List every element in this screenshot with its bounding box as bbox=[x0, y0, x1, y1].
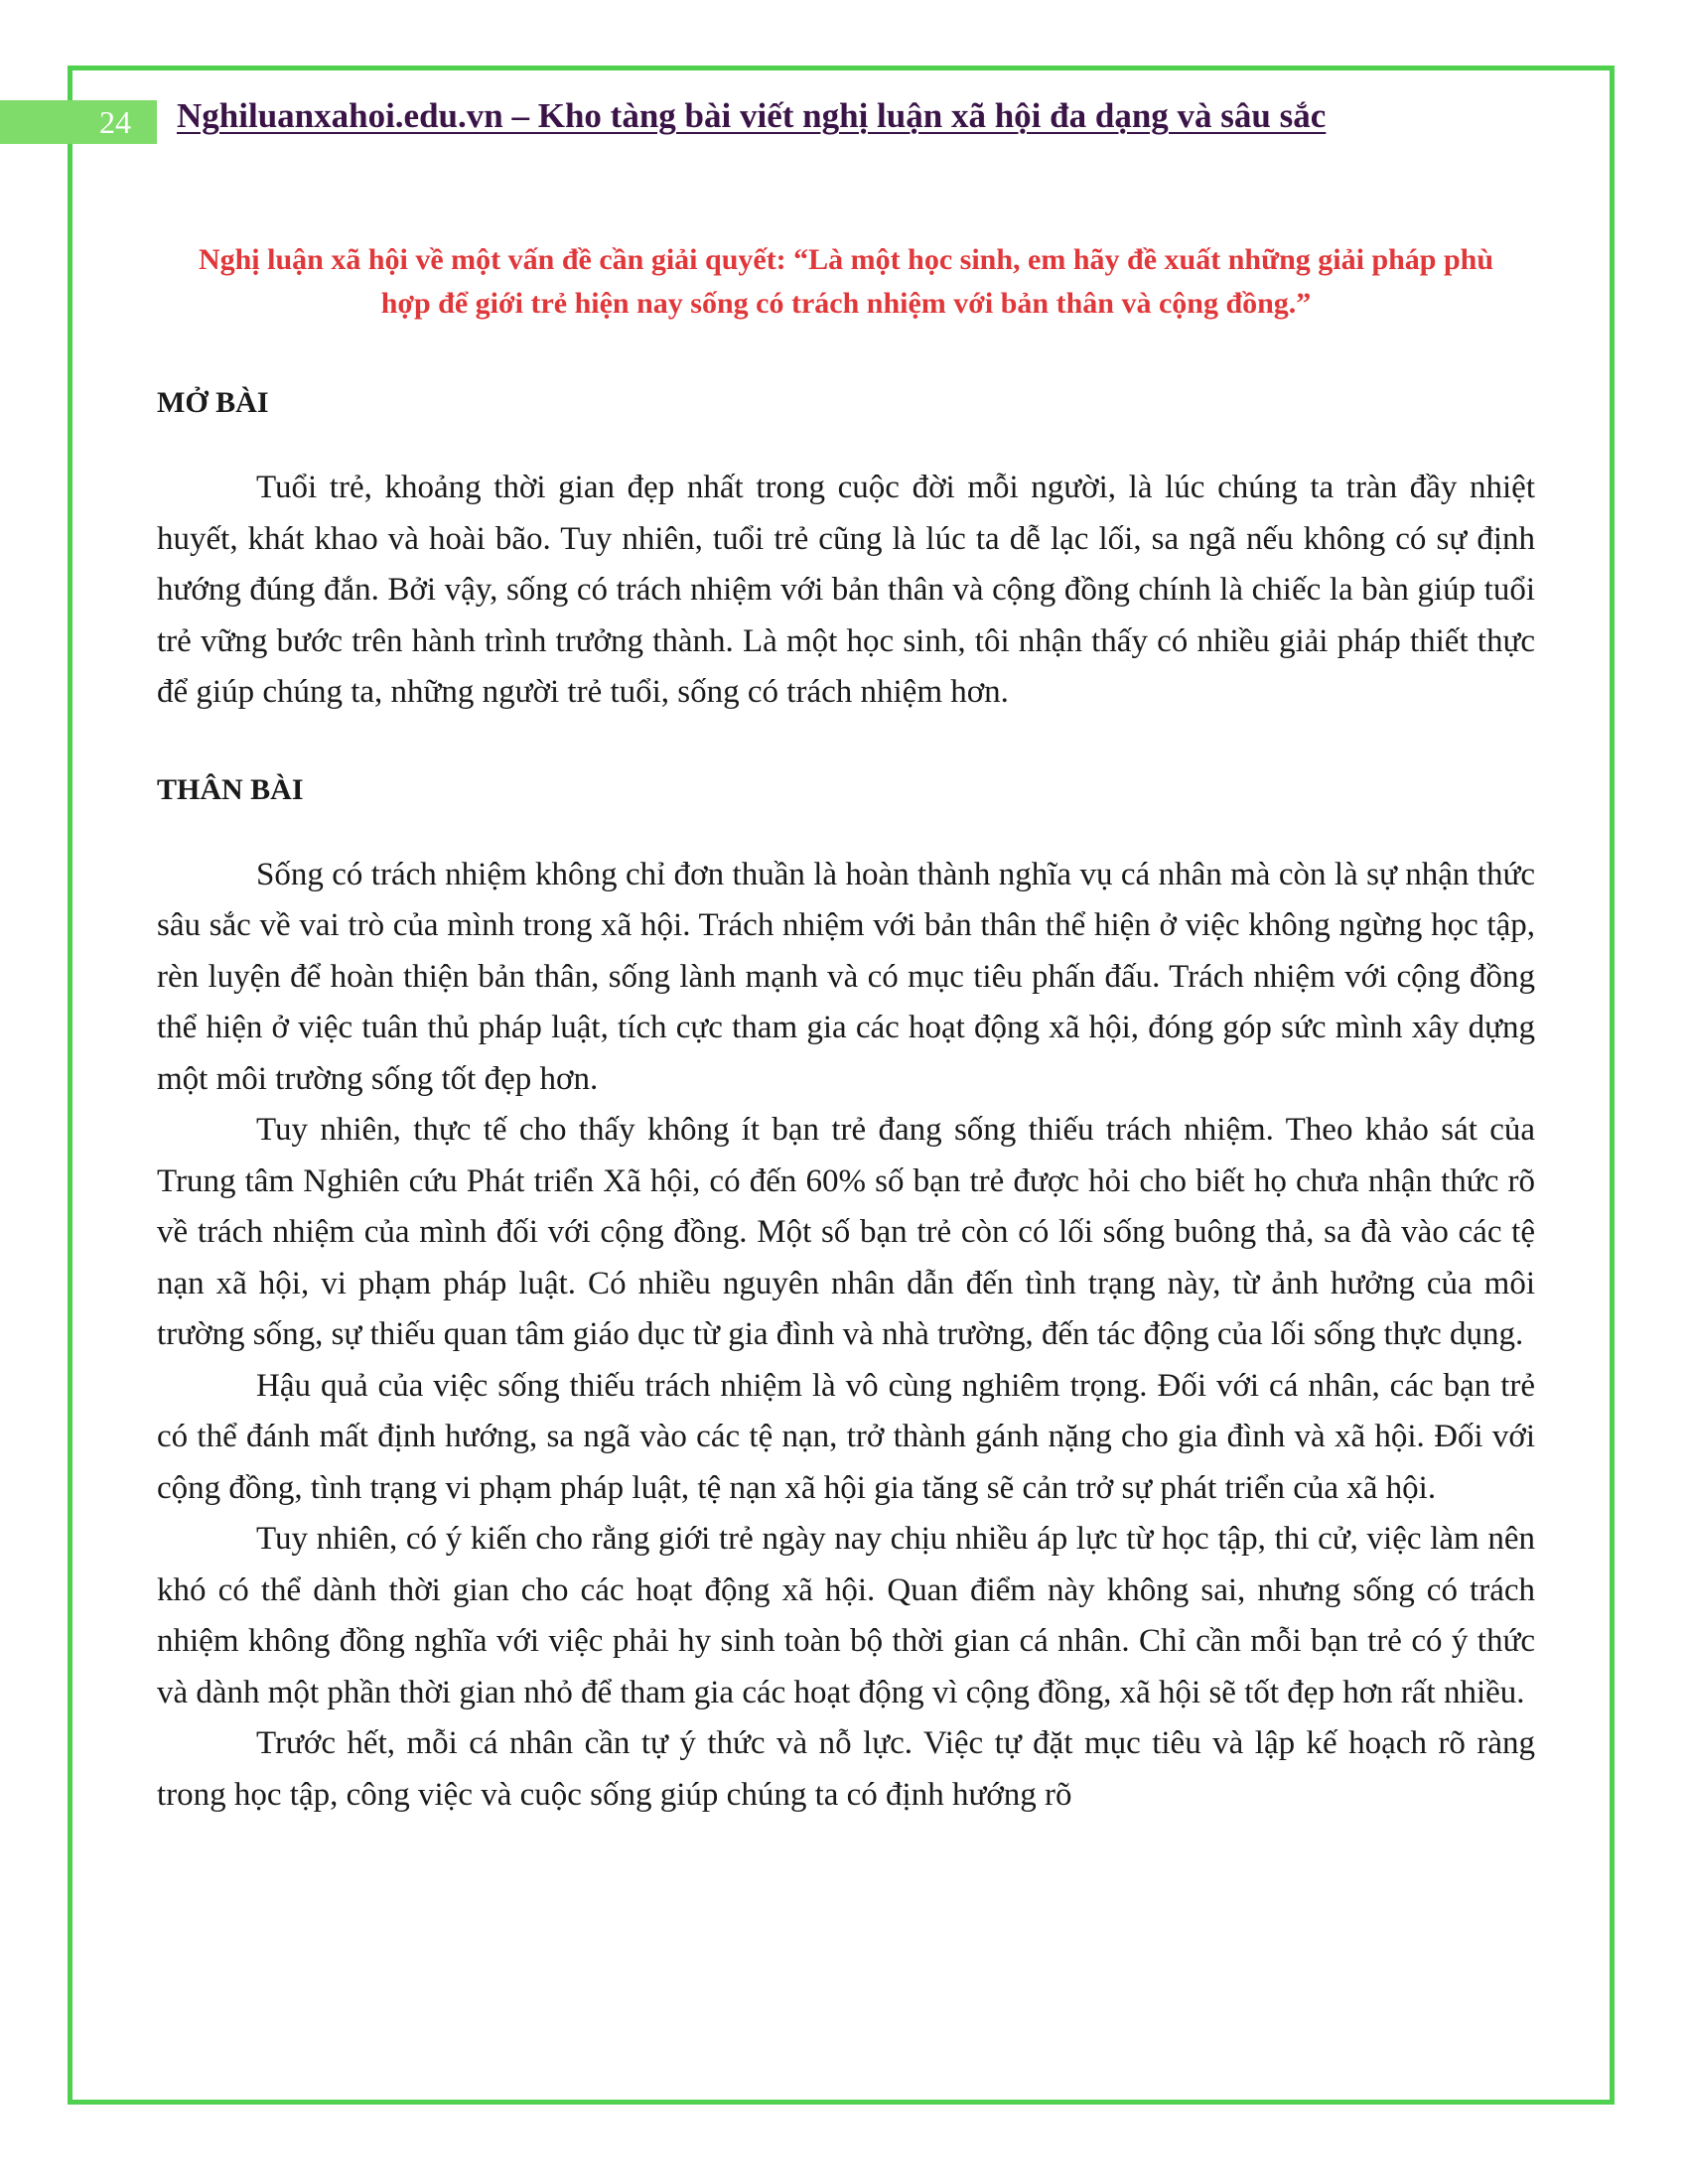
body-paragraph: Hậu quả của việc sống thiếu trách nhiệm là vô cùng nghiêm trọng. Đối với cá nhân, các bạn trẻ có thể đánh mất định hướng, sa ngã vào các tệ nạn, trở thành gánh nặng cho gia đình và xã hội. Đối với cộng đồng, tình trạng vi phạm pháp luật, tệ nạn xã hội gia tăng sẽ cản trở sự phát triển của xã hội. bbox=[157, 1367, 1535, 1506]
page-number: 24 bbox=[0, 100, 157, 144]
body-paragraph: Tuy nhiên, có ý kiến cho rằng giới trẻ ngày nay chịu nhiều áp lực từ học tập, thi cử, việc làm nên khó có thể dành thời gian cho các hoạt động xã hội. Quan điểm này không sai, nhưng sống có trách nhiệm không đồng nghĩa với việc phải hy sinh toàn bộ thời gian cá nhân. Chỉ cần mỗi bạn trẻ có ý thức và dành một phần thời gian nhỏ để tham gia các hoạt động vì cộng đồng, xã hội sẽ tốt đẹp hơn rất nhiều. bbox=[157, 1521, 1535, 1710]
body-paragraph: Sống có trách nhiệm không chỉ đơn thuần là hoàn thành nghĩa vụ cá nhân mà còn là sự nhận thức sâu sắc về vai trò của mình trong xã hội. Trách nhiệm với bản thân thể hiện ở việc không ngừng học tập, rèn luyện để hoàn thiện bản thân, sống lành mạnh và có mục tiêu phấn đấu. Trách nhiệm với cộng đồng thể hiện ở việc tuân thủ pháp luật, tích cực tham gia các hoạt động xã hội, đóng góp sức mình xây dựng một môi trường sống tốt đẹp hơn. bbox=[157, 856, 1535, 1097]
intro-paragraph: Tuổi trẻ, khoảng thời gian đẹp nhất trong cuộc đời mỗi người, là lúc chúng ta tràn đầy nhiệt huyết, khát khao và hoài bão. Tuy nhiên, tuổi trẻ cũng là lúc ta dễ lạc lối, sa ngã nếu không có sự định hướng đúng đắn. Bởi vậy, sống có trách nhiệm với bản thân và cộng đồng chính là chiếc la bàn giúp tuổi trẻ vững bước trên hành trình trưởng thành. Là một học sinh, tôi nhận thấy có nhiều giải pháp thiết thực để giúp chúng ta, những người trẻ tuổi, sống có trách nhiệm hơn. bbox=[157, 470, 1535, 710]
essay-content bbox=[157, 238, 1535, 1821]
body-paragraph: Tuy nhiên, thực tế cho thấy không ít bạn trẻ đang sống thiếu trách nhiệm. Theo khảo sát của Trung tâm Nghiên cứu Phát triển Xã hội, có đến 60% số bạn trẻ được hỏi cho biết họ chưa nhận thức rõ về trách nhiệm của mình đối với cộng đồng. Một số bạn trẻ còn có lối sống buông thả, sa đà vào các tệ nạn xã hội, vi phạm pháp luật. Có nhiều nguyên nhân dẫn đến tình trạng này, từ ảnh hưởng của môi trường sống, sự thiếu quan tâm giáo dục từ gia đình và nhà trường, đến tác động của lối sống thực dụng. bbox=[157, 1112, 1535, 1352]
body-heading: THÂN BÀI bbox=[157, 772, 304, 806]
intro-heading: MỞ BÀI bbox=[157, 386, 269, 419]
body-paragraph: Trước hết, mỗi cá nhân cần tự ý thức và nỗ lực. Việc tự đặt mục tiêu và lập kế hoạch rõ ràng trong học tập, công việc và cuộc sống giúp chúng ta có định hướng rõ bbox=[157, 1725, 1535, 1813]
essay-title: Nghị luận xã hội về một vấn đề cần giải quyết: “Là một học sinh, em hãy đề xuất những giải pháp phù hợp để giới trẻ hiện nay sống có trách nhiệm với bản thân và cộng đồng.” bbox=[198, 243, 1494, 320]
site-header-link[interactable]: Nghiluanxahoi.edu.vn – Kho tàng bài viết nghị luận xã hội đa dạng và sâu sắc bbox=[177, 96, 1327, 135]
